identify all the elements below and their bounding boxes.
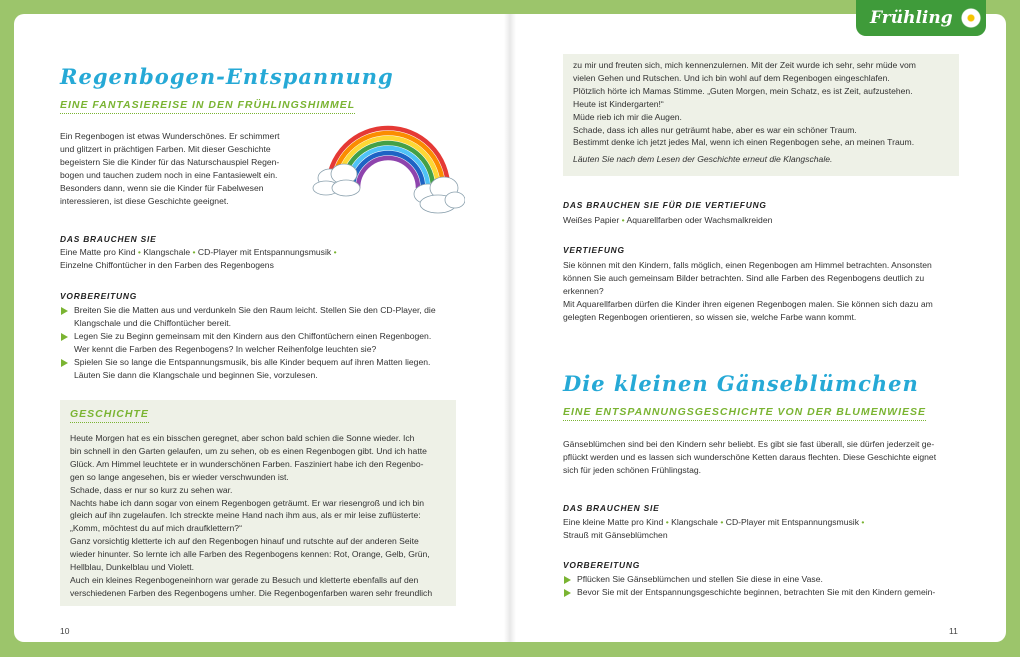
page-number-left: 10 (60, 626, 70, 636)
need-item: Eine kleine Matte pro Kind (563, 517, 664, 527)
deep-need-list: Weißes Papier • Aquarellfarben oder Wachsmalkreiden (563, 215, 773, 225)
rainbow-illustration (310, 108, 465, 220)
deep-text: Sie können mit den Kindern, falls möglich, einen Regenbogen am Himmel betrachten. Ansonsten können Sie auch gemeinsam Bilder betrachten. Sind alle Farben des Regenbogens deutlich zu erkennen? Mit Aquarellfarben dürfen die Kinder ihren eigenen Regenbogen malen. Sie können sich dazu am gelegten Regenbogen orientieren, so wissen sie, welche Farbe wann kommt. (563, 260, 933, 322)
intro-line: begeistern Sie die Kinder für das Naturschauspiel Regen- (60, 156, 280, 167)
season-tab-label: Frühling (870, 8, 953, 28)
intro-rainbow (60, 130, 280, 207)
intro-line: bogen und tauchen zudem noch in eine Fantasiewelt ein. (60, 169, 278, 180)
prep-heading: VORBEREITUNG (60, 291, 138, 301)
need-item: CD-Player mit Entspannungsmusik (725, 517, 860, 527)
page-title-rainbow: Regenbogen-Entspannung (60, 64, 394, 89)
deep-heading: VERTIEFUNG (563, 245, 625, 255)
page-title-daisies: Die kleinen Gänseblümchen (563, 371, 919, 396)
story-text: Heute Morgen hat es ein bisschen geregnet, aber schon bald schien die Sonne wieder. Ich bin schnell in den Garten gelaufen, um zu sehen, ob es einen Regenbogen gibt. Und ich hatte Glück. Am Himmel leuchtete er in wunderschönen Farben. Fasziniert habe ich den Regenbo- gen so lange angesehen, bis er wieder verschwunden ist. Schade, dass er nur so kurz zu sehen war. Nachts habe ich dann sogar von einem Regenbogen geträumt. Er war riesengroß und ich bin gleich auf ihn zugelaufen. Ich streckte meine Hand nach ihm aus, als er mir leise zuflüsterte: „Komm, möchtest du auf mich draufklettern?“ Ganz vorsichtig kletterte ich auf den Regenbogen hinauf und rutschte auf der anderen Seite wieder hinunter. So lernte ich alle Farben des Regenbogens kennen: Rot, Orange, Gelb, Grün, Hellblau, Dunkelblau und Violett. Auch ein kleines Regenbogeneinhorn war gerade zu Besuch und kletterte ebenfalls auf den verschiedenen Farben des Regenbogens umher. Die Regenbogenfarben waren sehr freundlich (70, 433, 433, 598)
intro-line: und glitzert in prächtigen Farben. Mit dieser Geschichte (60, 143, 271, 154)
deep-need-heading: DAS BRAUCHEN SIE FÜR DIE VERTIEFUNG (563, 200, 767, 210)
intro-daisies: Gänseblümchen sind bei den Kindern sehr beliebt. Es gibt sie fast überall, sie dürfen jederzeit ge- pflückt werden und es lassen sich wunderschöne Ketten daraus flechten. Diese Geschichte eignet sich für jeden schönen Frühlingstag. (563, 439, 937, 475)
need-list: Eine Matte pro Kind • Klangschale • CD-Player mit Entspannungsmusik • Einzelne Chiffontücher in den Farben des Regenbogens (60, 247, 337, 270)
story-continued-text: zu mir und freuten sich, mich kennenzulernen. Mit der Zeit wurde ich sehr, sehr müde vom vielen Gehen und Rutschen. Und ich bin wohl auf dem Regenbogen eingeschlafen. Plötzlich hörte ich Mamas Stimme. „Guten Morgen, mein Schatz, es ist Zeit, aufzustehen. Heute ist Kindergarten!“ Müde rieb ich mir die Augen. Schade, dass ich alles nur geträumt habe, aber es war ein schöner Traum. Bestimmt denke ich jetzt jedes Mal, wenn ich einen Regenbogen sehe, an meinen Traum. Läuten Sie nach dem Lesen der Geschichte erneut die Klangschale. (573, 60, 916, 165)
season-tab (856, 0, 986, 36)
intro-line: interessieren, ist diese Geschichte geeignet. (60, 195, 229, 206)
story-box (60, 400, 456, 606)
need-heading: DAS BRAUCHEN SIE (60, 234, 157, 244)
intro-line: Besonders dann, wenn sie die Kinder für Fabelwesen (60, 182, 264, 193)
need-item: Strauß mit Gänseblümchen (563, 529, 668, 540)
need-item: CD-Player mit Entspannungsmusik (197, 247, 332, 257)
subtitle-daisies: EINE ENTSPANNUNGSGESCHICHTE VON DER BLUMENWIESE (563, 406, 926, 421)
need-item: Klangschale (671, 517, 718, 527)
need-item: Eine Matte pro Kind (60, 247, 136, 257)
need-item: Weißes Papier (563, 215, 620, 225)
story-heading: GESCHICHTE (70, 408, 149, 423)
intro-line: Ein Regenbogen ist etwas Wunderschönes. Er schimmert (60, 131, 280, 141)
list-item: Legen Sie zu Beginn gemeinsam mit den Kindern aus den Chiffontüchern einen Regenbogen. Wer kennt die Farben des Regenbogens? In welcher Reihenfolge leuchten sie? (60, 330, 436, 356)
prep-list (60, 304, 436, 381)
prep-list-daisies (563, 573, 935, 599)
subtitle-rainbow: EINE FANTASIEREISE IN DEN FRÜHLINGSHIMMEL (60, 99, 355, 114)
need-item: Klangschale (143, 247, 191, 257)
need-heading-daisies: DAS BRAUCHEN SIE (563, 503, 660, 513)
list-item: Pflücken Sie Gänseblümchen und stellen Sie diese in eine Vase. (563, 573, 935, 586)
prep-heading-daisies: VORBEREITUNG (563, 560, 641, 570)
daisy-icon (961, 8, 981, 28)
story-note: Läuten Sie nach dem Lesen der Geschichte erneut die Klangschale. (573, 154, 833, 165)
need-item: Einzelne Chiffontücher in den Farben des Regenbogens (60, 259, 274, 270)
story-continued-box (563, 54, 959, 176)
list-item: Breiten Sie die Matten aus und verdunkeln Sie den Raum leicht. Stellen Sie den CD-Player, die Klangschale und die Chiffontücher bereit. (60, 304, 436, 330)
list-item: Bevor Sie mit der Entspannungsgeschichte beginnen, betrachten Sie mit den Kindern gemein- (563, 586, 935, 599)
list-item: Spielen Sie so lange die Entspannungsmusik, bis alle Kinder bequem auf ihren Matten liegen. Läuten Sie dann die Klangschale und beginnen Sie, vorzulesen. (60, 356, 436, 382)
need-item: Aquarellfarben oder Wachsmalkreiden (626, 215, 773, 225)
page-number-right: 11 (949, 626, 958, 636)
need-list-daisies: Eine kleine Matte pro Kind • Klangschale • CD-Player mit Entspannungsmusik • Strauß mit Gänseblümchen (563, 517, 865, 540)
page-gutter (504, 14, 516, 642)
